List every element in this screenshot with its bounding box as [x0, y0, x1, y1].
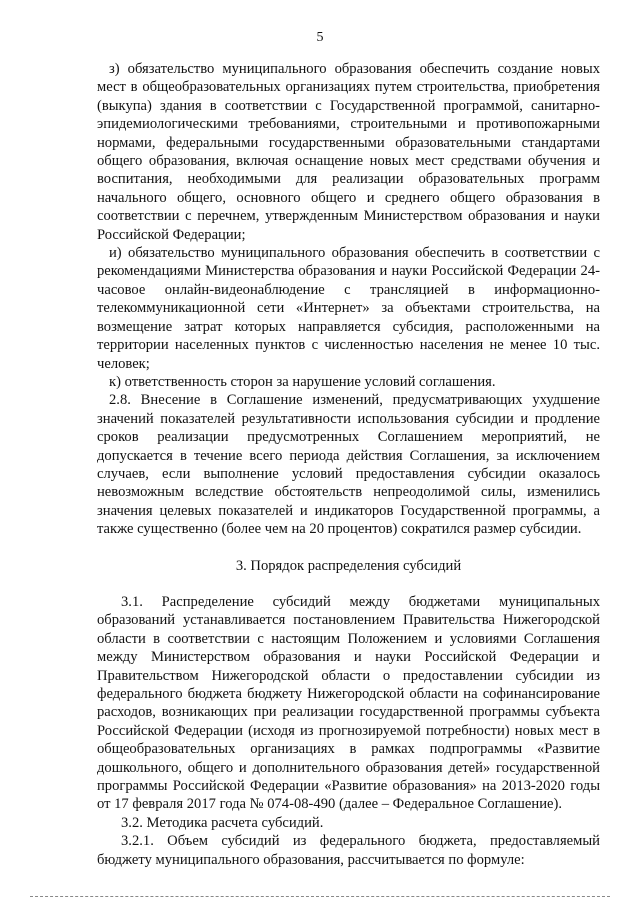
paragraph-k: к) ответственность сторон за нарушение условий соглашения.	[109, 373, 496, 390]
paragraph-3-1: 3.1. Распределение субсидий между бюджетами муниципальных образований устанавливается постановлением Правительства Нижегородской области в соответствии с настоящим Положением и условиями Соглашения между Министерством образования и науки Российской Федерации и Правительством Нижегородской области о предоставлении субсидии из федерального бюджета бюджету Нижегородской области на софинансирование расходов, возникающих при реализации государственной программы субъекта Российской Федерации (исходя из прогнозируемой потребности) новых мест в общеобразовательных организациях в рамках подпрограммы «Развитие дошкольного, общего и дополнительного образования детей» государственной программы Российской Федерации «Развитие образования» на 2013-2020 годы от 17 февраля 2017 года № 074-08-490 (далее – Федеральное Соглашение).	[97, 593, 600, 813]
paragraph-2-8: 2.8. Внесение в Соглашение изменений, предусматривающих ухудшение значений показателей результативности использования субсидии и продление сроков реализации предусмотренных Соглашением мероприятий, не допускается в течение всего периода действия Соглашения, за исключением случаев, если выполнение условий предоставления субсидии оказалось невозможным вследствие обстоятельств непреодолимой силы, изменились значения целевых показателей и индикаторов Государственной программы, а также существенно (более чем на 20 процентов) сократился размер субсидии.	[97, 392, 600, 538]
paragraph-i: и) обязательство муниципального образования обеспечить в соответствии с рекомендациями Министерства образования и науки Российской Федерации 24-часовое онлайн-видеонаблюдение с трансляцией в информационно-телекоммуникационной сети «Интернет» за объектами строительства, на возмещение затрат которых направляется субсидия, расположенными на территории населенных пунктов с численностью населения не менее 10 тыс. человек;	[97, 245, 600, 372]
paragraph-z: з) обязательство муниципального образования обеспечить создание новых мест в общеобразовательных организациях путем строительства, приобретения (выкупа) здания в соответствии с Государственной программой, санитарно-эпидемиологическими требованиями, строительными и противопожарными нормами, федеральными государственными образовательными стандартами общего образования, включая оснащение новых мест средствами обучения и воспитания, необходимыми для реализации образовательных программ начального общего, основного общего и среднего общего образования в соответствии с перечнем, утвержденным Министерством образования и науки Российской Федерации;	[97, 61, 600, 243]
section-heading: 3. Порядок распределения субсидий	[235, 557, 462, 574]
paragraph-3-2: 3.2. Методика расчета субсидий.	[121, 814, 324, 831]
paragraph-3-2-1: 3.2.1. Объем субсидий из федерального бюджета, предоставляемый бюджету муниципального образования, рассчитывается по формуле:	[97, 833, 600, 868]
scan-edge-line	[30, 896, 610, 899]
document-body	[97, 60, 600, 869]
page-number: 5	[316, 30, 324, 45]
